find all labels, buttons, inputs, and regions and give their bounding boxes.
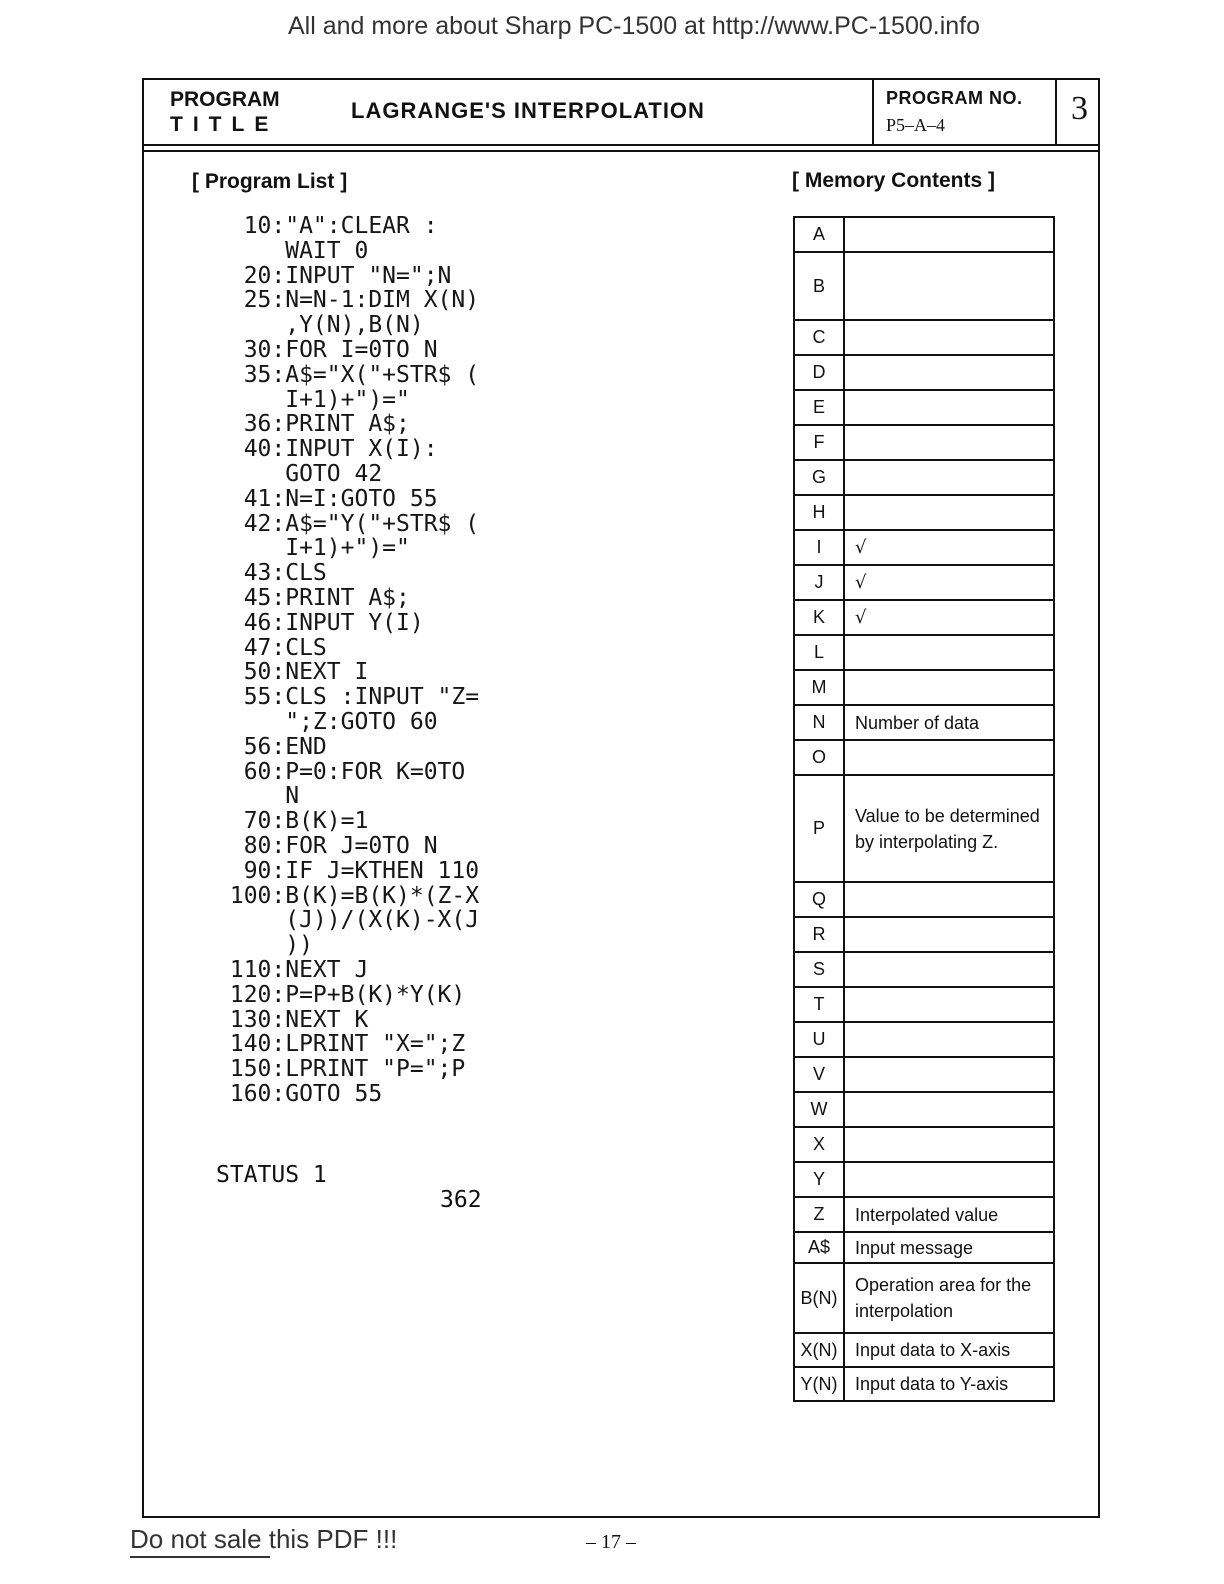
register-name: I [794,530,844,565]
page-number: – 17 – [586,1531,636,1553]
register-name: R [794,917,844,952]
memory-table [793,216,1055,1402]
register-description [844,635,1054,670]
memory-row [794,390,1054,425]
register-description [844,987,1054,1022]
program-list-heading: [ Program List ] [192,170,348,193]
register-name: L [794,635,844,670]
memory-row [794,705,1054,740]
code-line: 110:NEXT J [216,957,369,983]
register-description: Operation area for the interpolation [844,1263,1054,1333]
code-line: ,Y(N),B(N) [216,312,424,339]
register-name: Q [794,882,844,917]
register-description [844,1022,1054,1057]
code-line: 41:N=I:GOTO 55 [216,485,438,512]
code-line: 30:FOR I=0TO N [216,337,438,363]
code-line: 120:P=P+B(K)*Y(K) [216,981,466,1008]
memory-row [794,635,1054,670]
memory-row [794,1232,1054,1263]
program-title: LAGRANGE'S INTERPOLATION [351,98,705,123]
register-description [844,460,1054,495]
register-name: X(N) [794,1333,844,1367]
header-rule [144,150,1098,152]
program-number-box [872,80,1057,144]
register-description [844,670,1054,705]
code-line: 100:B(K)=B(K)*(Z-X [216,882,480,909]
register-name: O [794,740,844,775]
memory-row [794,1057,1054,1092]
memory-row [794,1162,1054,1197]
memory-row [794,1367,1054,1401]
sheet-number-box [1055,80,1102,144]
code-line: 60:P=0:FOR K=0TO [216,758,466,785]
register-description [844,320,1054,355]
register-description [844,1092,1054,1127]
code-line: 43:CLS [216,560,327,587]
code-line: 55:CLS :INPUT "Z= [216,684,480,711]
register-name: K [794,600,844,635]
memory-row [794,775,1054,882]
register-description [844,390,1054,425]
memory-row [794,740,1054,775]
code-line: 36:PRINT A$; [216,411,410,438]
program-label: PROGRAM [170,88,280,111]
code-line: 45:PRINT A$; [216,585,410,611]
code-line: )) [216,932,313,959]
register-name: V [794,1057,844,1092]
code-line: 56:END [216,733,327,760]
memory-row [794,495,1054,530]
register-name: A$ [794,1232,844,1263]
memory-row [794,917,1054,952]
register-name: U [794,1022,844,1057]
register-name: J [794,565,844,600]
register-description [844,917,1054,952]
memory-row [794,425,1054,460]
register-name: B(N) [794,1263,844,1333]
register-name: E [794,390,844,425]
register-name: A [794,217,844,252]
register-name: D [794,355,844,390]
register-description [844,1057,1054,1092]
sheet-header [144,80,1098,146]
memory-row [794,320,1054,355]
memory-row [794,252,1054,320]
memory-row [794,882,1054,917]
memory-row [794,460,1054,495]
code-line: GOTO 42 [216,461,383,487]
register-description [844,355,1054,390]
used-checkmark: √ [844,565,1054,600]
register-description: Input data to Y-axis [844,1367,1054,1401]
memory-contents-heading: [ Memory Contents ] [792,169,996,192]
memory-row [794,1333,1054,1367]
code-line: 47:CLS [216,634,327,661]
register-description [844,740,1054,775]
memory-row [794,1022,1054,1057]
register-description: Value to be determined by interpolating Z. [844,775,1054,882]
code-line: WAIT 0 [216,237,369,264]
code-line: I+1)+")=" [216,535,410,562]
register-name: Y [794,1162,844,1197]
code-line: 140:LPRINT "X=";Z [216,1031,466,1058]
sheet-number: 3 [1071,90,1088,127]
register-name: T [794,987,844,1022]
memory-row [794,530,1054,565]
register-name: B [794,252,844,320]
program-number-label: PROGRAM NO. [886,88,1023,108]
register-description [844,1127,1054,1162]
register-description [844,882,1054,917]
memory-row [794,1092,1054,1127]
register-name: X [794,1127,844,1162]
code-line: 90:IF J=KTHEN 110 [216,857,480,884]
site-banner: All and more about Sharp PC-1500 at http://www.PC-1500.info [287,12,981,40]
memory-row [794,1263,1054,1333]
memory-row [794,565,1054,600]
program-number: P5–A–4 [886,115,946,135]
register-description [844,252,1054,320]
memory-row [794,600,1054,635]
register-description: Input data to X-axis [844,1333,1054,1367]
register-description [844,1162,1054,1197]
register-description [844,425,1054,460]
register-name: C [794,320,844,355]
used-checkmark: √ [844,600,1054,635]
register-name: M [794,670,844,705]
register-description [844,495,1054,530]
register-description [844,217,1054,252]
code-line: 10:"A":CLEAR : [216,213,438,239]
register-name: N [794,705,844,740]
code-line: 70:B(K)=1 [216,808,369,835]
code-line: 130:NEXT K [216,1006,369,1033]
register-name: S [794,952,844,987]
footer-underline [130,1556,270,1558]
code-line: 40:INPUT X(I): [216,436,438,463]
register-description: Input message [844,1232,1054,1263]
used-checkmark: √ [844,530,1054,565]
code-line: 25:N=N-1:DIM X(N) [216,287,480,314]
code-line: 150:LPRINT "P=";P [216,1056,466,1083]
register-name: Y(N) [794,1367,844,1401]
title-label: TITLE [170,113,279,136]
code-line: ";Z:GOTO 60 [216,709,438,735]
register-description [844,952,1054,987]
register-name: G [794,460,844,495]
memory-row [794,952,1054,987]
memory-row [794,987,1054,1022]
code-line: I+1)+")=" [216,386,410,413]
register-name: H [794,495,844,530]
memory-row [794,1197,1054,1232]
code-line: 35:A$="X("+STR$ ( [216,361,480,388]
register-name: F [794,425,844,460]
register-description: Number of data [844,705,1054,740]
memory-row [794,1127,1054,1162]
status-label: STATUS 1 [216,1162,327,1188]
register-description: Interpolated value [844,1197,1054,1232]
register-name: W [794,1092,844,1127]
code-line: N [216,783,300,810]
code-line: 80:FOR J=0TO N [216,833,438,859]
memory-row [794,670,1054,705]
status-value: 362 [440,1187,482,1213]
code-line: 42:A$="Y("+STR$ ( [216,510,480,537]
memory-row [794,217,1054,252]
register-name: P [794,775,844,882]
code-line: 160:GOTO 55 [216,1081,383,1107]
code-line: 46:INPUT Y(I) [216,609,424,636]
memory-row [794,355,1054,390]
code-line: 20:INPUT "N=";N [216,262,452,289]
register-name: Z [794,1197,844,1232]
code-line: 50:NEXT I [216,659,369,686]
code-line: (J))/(X(K)-X(J [216,907,480,934]
footer-notice: Do not sale this PDF !!! [130,1524,398,1554]
